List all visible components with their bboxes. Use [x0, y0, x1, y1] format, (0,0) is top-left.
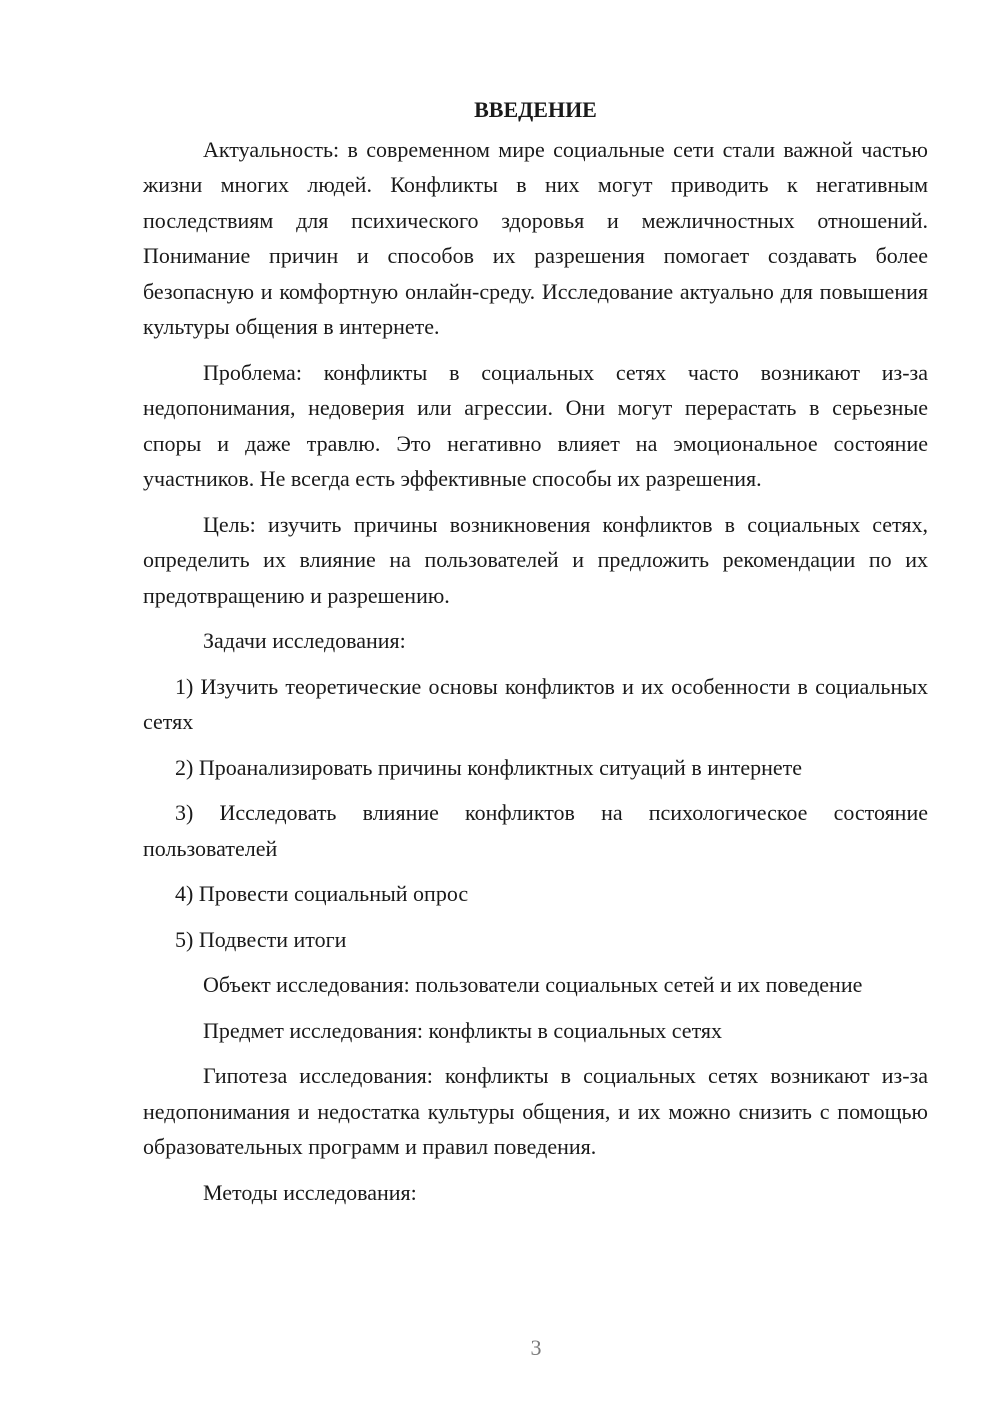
page-content [143, 92, 928, 1220]
list-item-task-5: 5) Подвести итоги [175, 926, 347, 952]
paragraph-tasks-heading: Задачи исследования: [203, 628, 406, 653]
page-number: 3 [530, 1335, 542, 1360]
list-item-task-4: 4) Провести социальный опрос [175, 881, 469, 906]
paragraph-goal: Цель: изучить причины возникновения конфликтов в социальных сетях, определить их влияние на пользователей и предложить рекомендации по их предотвращению и разрешению. [143, 511, 928, 608]
paragraph-object: Объект исследования: пользователи социальных сетей и их поведение [203, 972, 863, 997]
paragraph-relevance: Актуальность: в современном мире социальные сети стали важной частью жизни многих людей. Конфликты в них могут приводить к негативным последствиям для психического здоровья и межличностных отношений. Понимание причин и способов их разрешения помогает создавать более безопасную и комфортную онлайн-среду. Исследование актуально для повышения культуры общения в интернете. [143, 136, 928, 339]
section-title: ВВЕДЕНИЕ [474, 97, 597, 122]
list-item-task-2: 2) Проанализировать причины конфликтных ситуаций в интернете [175, 754, 803, 780]
paragraph-methods: Методы исследования: [203, 1179, 417, 1205]
paragraph-problem: Проблема: конфликты в социальных сетях часто возникают из-за недопонимания, недоверия или агрессии. Они могут перерастать в серьезные споры и даже травлю. Это негативно влияет на эмоциональное состояние участников. Не всегда есть эффективные способы их разрешения. [143, 359, 928, 491]
list-item-task-1: 1) Изучить теоретические основы конфликтов и их особенности в социальных сетях [143, 673, 928, 734]
paragraph-subject: Предмет исследования: конфликты в социальных сетях [203, 1017, 723, 1043]
paragraph-hypothesis: Гипотеза исследования: конфликты в социальных сетях возникают из-за недопонимания и недостатка культуры общения, и их можно снизить с помощью образовательных программ и правил поведения. [143, 1063, 928, 1159]
list-item-task-3: 3) Исследовать влияние конфликтов на психологическое состояние пользователей [143, 800, 928, 861]
